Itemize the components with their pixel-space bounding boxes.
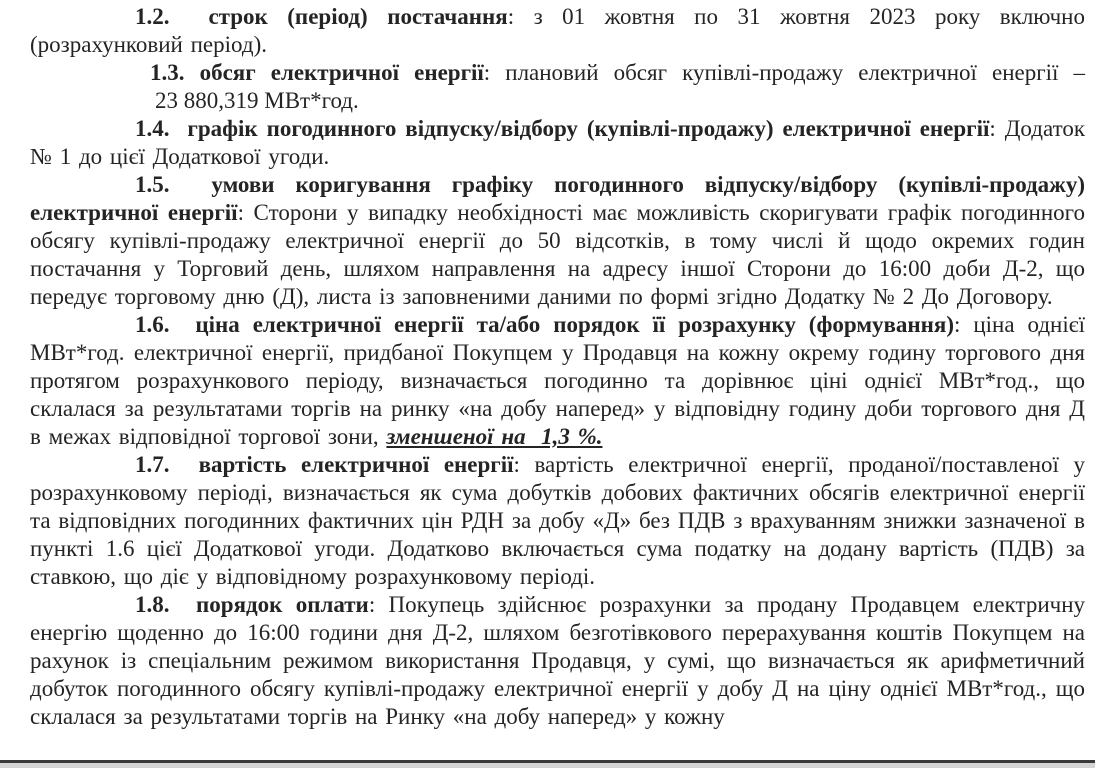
- scan-edge-strip: [0, 763, 1095, 768]
- clause-1-7-heading: 1.7. вартість електричної енергії: [135, 452, 514, 477]
- clause-1-2: [30, 3, 1085, 59]
- clause-1-8-heading: 1.8. порядок оплати: [135, 592, 369, 617]
- clause-1-3-line1: [30, 59, 1085, 87]
- clause-1-7: [30, 451, 1085, 591]
- clause-1-6-heading: 1.6. ціна електричної енергії та/або порядок її розрахунку (формування): [135, 312, 955, 337]
- clause-1-6-discount-emphasis: зменшеної на 1,3 %.: [386, 424, 603, 449]
- clause-1-3-heading: 1.3. обсяг електричної енергії: [150, 60, 484, 85]
- clause-1-6: [30, 311, 1085, 451]
- clause-1-5-heading: 1.5. умови коригування графіку погодинного відпуску/відбору (купівлі-продажу) електричної енергії: [30, 172, 1085, 225]
- clause-1-7-body: : вартість електричної енергії, проданої/поставленої у розрахунковому періоді, визначається як сума добутків добових фактичних обсягів електричної енергії та відповідних погодинних фактичних цін РДН за добу «Д» без ПДВ з врахуванням знижки зазначеної в пункті 1.6 цієї Додаткової угоди. Додатково включається сума податку на додану вартість (ПДВ) за ставкою, що діє у відповідному розрахунковому періоді.: [30, 452, 1085, 589]
- clause-1-3-body: : плановий обсяг купівлі-продажу електричної енергії –: [483, 60, 1085, 85]
- clause-1-2-heading: 1.2. строк (період) постачання: [135, 4, 508, 29]
- clause-1-5-body: : Сторони у випадку необхідності має можливість скоригувати графік погодинного обсягу купівлі-продажу електричної енергії до 50 відсотків, в тому числі й щодо окремих годин постачання у Торговий день, шляхом направлення на адресу іншої Сторони до 16:00 доби Д-2, що передує торговому дню (Д), листа із заповненими даними по формі згідно Додатку № 2 До Договору.: [30, 200, 1085, 309]
- clause-1-8-body: : Покупець здійснює розрахунки за продану Продавцем електричну енергію щоденно до 16:00 години дня Д-2, шляхом безготівкового перерахування коштів Покупцем на рахунок із спеціальним режимом використання Продавця, у сумі, що визначається як арифметичний добуток погодинного обсягу купівлі-продажу електричної енергії у добу Д на ціну однієї МВт*год., що склалася за результатами торгів на Ринку «на добу наперед» у кожну: [30, 592, 1086, 729]
- clause-1-2-body: : з 01 жовтня по 31 жовтня 2023 року включно (розрахунковий період).: [30, 4, 1085, 57]
- clause-1-5: [30, 171, 1085, 311]
- clause-1-3-volume-value: 23 880,319 МВт*год.: [155, 88, 359, 113]
- clause-1-4-heading: 1.4. графік погодинного відпуску/відбору (купівлі-продажу) електричної енергії: [135, 116, 990, 141]
- clause-1-8: [30, 591, 1085, 731]
- clause-1-4: [30, 115, 1085, 171]
- clause-1-3: [30, 59, 1085, 115]
- clause-1-4-body: : Додаток № 1 до цієї Додаткової угоди.: [30, 116, 1086, 169]
- clause-1-6-body: : ціна однієї МВт*год. електричної енергії, придбаної Покупцем у Продавця на кожну окрему годину торгового дня протягом розрахункового періоду, визначається погодинно та дорівнює ціні однієї МВт*год., що склалася за результатами торгів на ринку «на добу наперед» у відповідну годину доби торгового дня Д в межах відповідної торгової зони,: [30, 312, 1086, 449]
